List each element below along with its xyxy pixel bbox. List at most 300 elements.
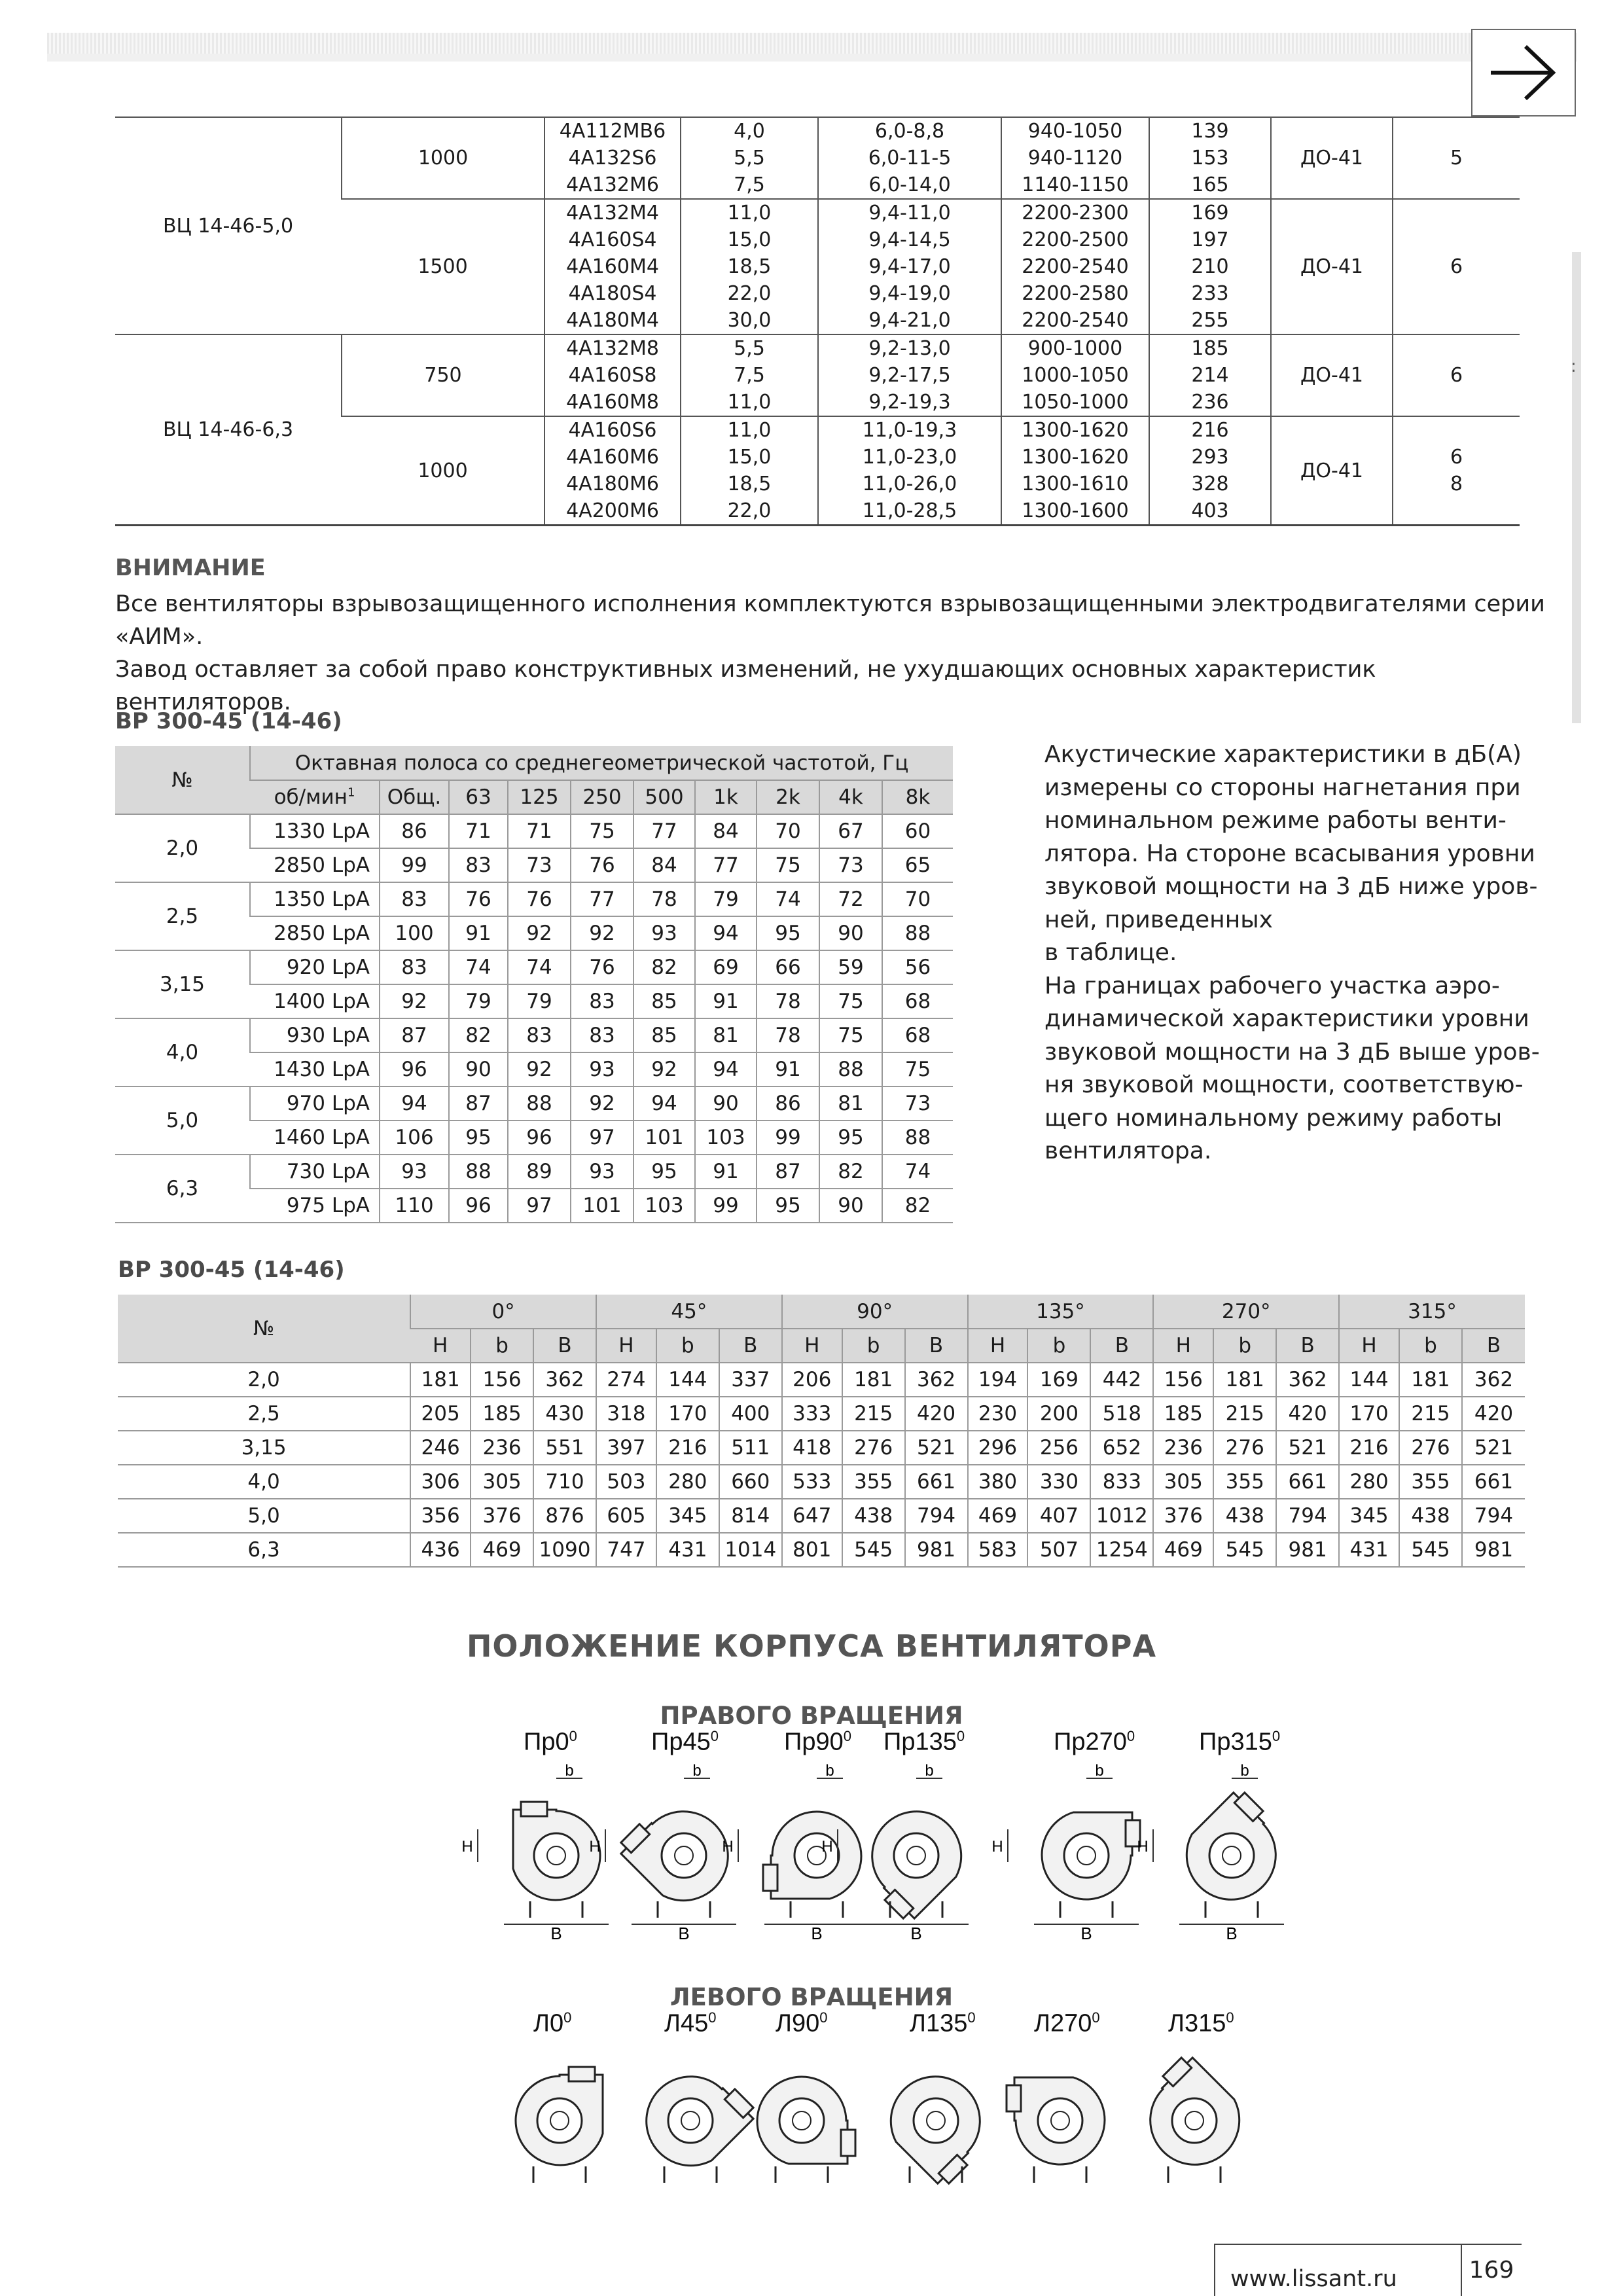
table-cell: 801	[782, 1533, 842, 1567]
table-cell: 79	[695, 882, 757, 916]
sub-header: B	[1276, 1329, 1339, 1363]
dim-H-label: H	[821, 1838, 833, 1856]
degree-mark: 0	[956, 1728, 965, 1744]
table-cell: 170	[656, 1397, 719, 1431]
positions-title: ПОЛОЖЕНИЕ КОРПУСА ВЕНТИЛЯТОРА	[466, 1628, 1157, 1664]
sub-header: B	[719, 1329, 782, 1363]
table-cell: 362	[533, 1363, 596, 1397]
table-cell: 376	[1153, 1499, 1213, 1533]
table-cell: 362	[1462, 1363, 1525, 1397]
table-cell: 95	[819, 1121, 882, 1155]
table-cell: 81	[819, 1086, 882, 1121]
table-cell: 74	[508, 950, 571, 984]
dim-H-label: H	[991, 1838, 1003, 1856]
hub	[550, 2111, 569, 2130]
table-cell: 194	[968, 1363, 1028, 1397]
left-fan-label-text: Л45	[664, 2009, 709, 2037]
table-cell: 79	[508, 984, 571, 1018]
table-cell: 533	[782, 1465, 842, 1499]
table-cell: 356	[410, 1499, 471, 1533]
footnote-mark: 1	[347, 785, 355, 800]
mass-value: 214	[1191, 364, 1229, 387]
table-cell: 100	[380, 916, 449, 950]
pressure-value: 1000-1050	[1022, 364, 1129, 387]
table-cell: 661	[905, 1465, 968, 1499]
mass-value: 403	[1191, 499, 1229, 522]
pressure-value: 940-1050	[1027, 120, 1123, 143]
acoustic-description	[1044, 738, 1542, 1168]
table-row	[115, 1018, 953, 1052]
mass-value: 255	[1191, 309, 1229, 332]
sub-header: H	[782, 1329, 842, 1363]
dim-B-label: B	[1226, 1924, 1238, 1943]
table-cell: 99	[757, 1121, 819, 1155]
vibro-cell: ДО-41	[1271, 334, 1393, 416]
table-cell: 276	[842, 1431, 905, 1465]
degree-mark: 0	[819, 2009, 828, 2026]
right-fan-label	[651, 1728, 719, 1757]
pressure-value: 2200-2300	[1022, 202, 1129, 224]
top-band	[47, 33, 1577, 54]
arrow-right-icon	[1488, 43, 1560, 102]
table-cell: 68	[882, 1018, 953, 1052]
table-cell: 296	[968, 1431, 1028, 1465]
flow-value: 6,0-11-5	[868, 147, 952, 170]
motors-value: 4А180S4	[568, 282, 657, 305]
table-cell: 67	[819, 814, 882, 848]
acoustic-table	[115, 746, 953, 1223]
table-cell: 82	[882, 1189, 953, 1223]
vibro-cell: ДО-41	[1271, 416, 1393, 526]
table-cell: 92	[571, 916, 633, 950]
speed-cell: 1500	[342, 199, 544, 334]
table-cell: 276	[1213, 1431, 1276, 1465]
table-cell: 442	[1090, 1363, 1153, 1397]
acoustic-line: измерены со стороны нагнетания при	[1044, 774, 1521, 801]
table-cell: 95	[449, 1121, 508, 1155]
sub-header: b	[1399, 1329, 1462, 1363]
column-header: 4k	[819, 780, 882, 814]
table-cell: 274	[596, 1363, 656, 1397]
table-cell: 85	[633, 1018, 695, 1052]
table-cell: 56	[882, 950, 953, 984]
flow-value: 9,4-17,0	[868, 255, 951, 278]
table-cell: 76	[571, 848, 633, 882]
table-cell: 75	[757, 848, 819, 882]
table-cell: 83	[449, 848, 508, 882]
motors-cell	[544, 117, 681, 199]
table-cell: 730 LpA	[250, 1155, 380, 1189]
table-cell: 1330 LpA	[250, 814, 380, 848]
acoustic-line: в таблице.	[1044, 939, 1177, 966]
table-cell: 551	[533, 1431, 596, 1465]
table-cell: 84	[695, 814, 757, 848]
table-cell: 88	[819, 1052, 882, 1086]
pressure-value: 1300-1620	[1022, 446, 1129, 469]
table-cell: 583	[968, 1533, 1028, 1567]
table-cell: 144	[1339, 1363, 1399, 1397]
pressure-value: 1050-1000	[1022, 391, 1129, 414]
table-row	[118, 1431, 1525, 1465]
right-fan-label	[1199, 1728, 1280, 1757]
right-fan-label-text: Пр0	[524, 1728, 569, 1756]
table-cell: 511	[719, 1431, 782, 1465]
right-fan-diagram	[1133, 1762, 1330, 1943]
acoustic-line: На границах рабочего участка аэро-	[1044, 972, 1500, 999]
table-cell: 521	[1276, 1431, 1339, 1465]
column-header: 63	[449, 780, 508, 814]
table-cell: 518	[1090, 1397, 1153, 1431]
motors-value: 4А160S4	[568, 228, 657, 251]
table-cell: 82	[633, 950, 695, 984]
table-row	[115, 117, 1520, 199]
fan-body	[516, 2067, 603, 2165]
table-cell: 1350 LpA	[250, 882, 380, 916]
table-cell: 1012	[1090, 1499, 1153, 1533]
power-value: 22,0	[727, 499, 772, 522]
hub	[1077, 1846, 1096, 1865]
table-cell: 438	[842, 1499, 905, 1533]
site-url[interactable]: www.lissant.ru	[1230, 2266, 1397, 2292]
column-header: 125	[508, 780, 571, 814]
hub	[1051, 2111, 1069, 2130]
motors-cell	[544, 416, 681, 526]
table-cell: 652	[1090, 1431, 1153, 1465]
dim-b-label: b	[825, 1762, 834, 1780]
table-cell: 82	[819, 1155, 882, 1189]
count-cell	[1393, 416, 1520, 526]
fan-model: ВЦ 14-46-6,3	[115, 334, 342, 526]
table-cell: 215	[1213, 1397, 1276, 1431]
flow-value: 9,4-19,0	[868, 282, 951, 305]
table-cell: 96	[380, 1052, 449, 1086]
table-cell: 68	[882, 984, 953, 1018]
sub-header: H	[1339, 1329, 1399, 1363]
acoustic-line: Акустические характеристики в дБ(А)	[1044, 741, 1522, 768]
pressure-value: 940-1120	[1027, 147, 1123, 170]
dim-H-label: H	[1137, 1838, 1149, 1856]
right-fan-label	[1054, 1728, 1135, 1757]
table-cell: 794	[1462, 1499, 1525, 1533]
table-cell: 69	[695, 950, 757, 984]
angle-header: 270°	[1153, 1295, 1339, 1329]
right-fan-label-text: Пр135	[883, 1728, 957, 1756]
table-cell: 181	[842, 1363, 905, 1397]
power-cell	[681, 334, 818, 416]
table-cell: 91	[695, 1155, 757, 1189]
degree-mark: 0	[710, 1728, 719, 1744]
table-row	[118, 1363, 1525, 1397]
flow-value: 11,0-26,0	[862, 473, 957, 495]
table-cell: 144	[656, 1363, 719, 1397]
table-cell: 400	[719, 1397, 782, 1431]
angle-header: 0°	[410, 1295, 596, 1329]
table-cell: 469	[471, 1533, 533, 1567]
right-fan-label	[524, 1728, 577, 1757]
power-cell	[681, 199, 818, 334]
table-cell: 420	[905, 1397, 968, 1431]
sub-header: H	[410, 1329, 471, 1363]
table-cell: 94	[380, 1086, 449, 1121]
degree-mark: 0	[967, 2009, 976, 2026]
table-cell: 90	[695, 1086, 757, 1121]
table-cell: 90	[819, 1189, 882, 1223]
speed-cell: 1000	[342, 117, 544, 199]
outlet	[521, 1802, 547, 1816]
power-value: 7,5	[734, 364, 765, 387]
pressure-cell	[1001, 199, 1149, 334]
table-cell: 431	[1339, 1533, 1399, 1567]
table-cell: 76	[449, 882, 508, 916]
table-cell: 206	[782, 1363, 842, 1397]
mass-value: 139	[1191, 120, 1229, 143]
fan-number: 6,3	[115, 1155, 250, 1223]
table-cell: 96	[508, 1121, 571, 1155]
fan-number: 6,3	[118, 1533, 410, 1567]
sub-header: B	[1090, 1329, 1153, 1363]
flow-value: 9,2-17,5	[868, 364, 951, 387]
left-fan-label	[664, 2009, 716, 2038]
pressure-value: 1300-1620	[1022, 419, 1129, 442]
fan-model: ВЦ 14-46-5,0	[115, 117, 342, 334]
table-cell: 92	[380, 984, 449, 1018]
flow-value: 9,4-11,0	[868, 202, 951, 224]
power-value: 11,0	[727, 391, 772, 414]
mass-value: 185	[1191, 337, 1229, 360]
table-cell: 66	[757, 950, 819, 984]
table-cell: 330	[1027, 1465, 1090, 1499]
table-cell: 794	[1276, 1499, 1339, 1533]
table-cell: 2850 LpA	[250, 848, 380, 882]
table-cell: 215	[1399, 1397, 1462, 1431]
table-cell: 96	[449, 1189, 508, 1223]
table-row	[115, 1155, 953, 1189]
table-cell: 93	[633, 916, 695, 950]
table-cell: 545	[842, 1533, 905, 1567]
angle-header: 135°	[968, 1295, 1154, 1329]
count-value: 5	[1450, 147, 1463, 170]
fan-body	[847, 1793, 978, 1924]
table-cell: 407	[1027, 1499, 1090, 1533]
degree-mark: 0	[569, 1728, 577, 1744]
fan-number: 2,0	[118, 1363, 410, 1397]
table-cell: 97	[508, 1189, 571, 1223]
table-cell: 94	[633, 1086, 695, 1121]
angle-header: 90°	[782, 1295, 968, 1329]
table-cell: 156	[1153, 1363, 1213, 1397]
fan-number: 2,5	[115, 882, 250, 950]
table-cell: 88	[882, 916, 953, 950]
column-header: Общ.	[380, 780, 449, 814]
table-cell: 59	[819, 950, 882, 984]
table-cell: 420	[1276, 1397, 1339, 1431]
degree-mark: 0	[563, 2009, 572, 2026]
table-cell: 75	[819, 1018, 882, 1052]
flow-cell	[818, 334, 1001, 416]
power-cell	[681, 117, 818, 199]
table-cell: 661	[1462, 1465, 1525, 1499]
table-cell: 920 LpA	[250, 950, 380, 984]
table3-title: ВР 300-45 (14-46)	[118, 1257, 345, 1283]
flow-value: 6,0-14,0	[868, 173, 951, 196]
table-row	[115, 814, 953, 848]
acoustic-line: вентилятора.	[1044, 1138, 1212, 1164]
table-cell: 2850 LpA	[250, 916, 380, 950]
mass-value: 293	[1191, 446, 1229, 469]
table-cell: 84	[633, 848, 695, 882]
table-cell: 83	[380, 882, 449, 916]
sub-header: H	[1153, 1329, 1213, 1363]
angle-header: 45°	[596, 1295, 782, 1329]
table-cell: 97	[571, 1121, 633, 1155]
table-cell: 306	[410, 1465, 471, 1499]
degree-mark: 0	[1272, 1728, 1281, 1744]
mass-value: 216	[1191, 419, 1229, 442]
table-cell: 256	[1027, 1431, 1090, 1465]
flow-cell	[818, 416, 1001, 526]
table-cell: 85	[633, 984, 695, 1018]
flow-value: 9,4-14,5	[868, 228, 951, 251]
table-cell: 78	[757, 984, 819, 1018]
table-cell: 181	[1399, 1363, 1462, 1397]
acoustic-line: динамической характеристики уровни	[1044, 1005, 1529, 1032]
outlet	[1007, 2085, 1021, 2111]
vibro-cell: ДО-41	[1271, 117, 1393, 199]
table-cell: 90	[819, 916, 882, 950]
table-row	[115, 950, 953, 984]
table-cell: 78	[633, 882, 695, 916]
pressure-value: 2200-2500	[1022, 228, 1129, 251]
table-cell: 747	[596, 1533, 656, 1567]
sub-header: b	[656, 1329, 719, 1363]
motors-value: 4А132М8	[566, 337, 659, 360]
mass-cell	[1149, 199, 1271, 334]
fan-number: 4,0	[118, 1465, 410, 1499]
table-row	[118, 1533, 1525, 1567]
table-row	[118, 1499, 1525, 1533]
count-value: 6	[1450, 364, 1463, 387]
table-cell: 75	[882, 1052, 953, 1086]
dim-b-label: b	[565, 1762, 574, 1780]
count-cell	[1393, 117, 1520, 199]
table-cell: 81	[695, 1018, 757, 1052]
table-cell: 95	[757, 916, 819, 950]
fan-number: 3,15	[118, 1431, 410, 1465]
dim-H-label: H	[722, 1838, 734, 1856]
table-cell: 88	[449, 1155, 508, 1189]
table-cell: 605	[596, 1499, 656, 1533]
table-cell: 76	[508, 882, 571, 916]
left-fan-label-text: Л0	[533, 2009, 564, 2037]
fan-number: 4,0	[115, 1018, 250, 1086]
sub-header: b	[1027, 1329, 1090, 1363]
mass-value: 236	[1191, 391, 1229, 414]
table-cell: 73	[819, 848, 882, 882]
table-cell: 95	[633, 1155, 695, 1189]
dim-B-label: B	[550, 1924, 562, 1943]
table-cell: 1254	[1090, 1533, 1153, 1567]
mass-value: 233	[1191, 282, 1229, 305]
dimension-table	[118, 1295, 1525, 1568]
flow-value: 9,2-13,0	[868, 337, 951, 360]
table-cell: 438	[1213, 1499, 1276, 1533]
table-cell: 93	[571, 1155, 633, 1189]
table-cell: 280	[1339, 1465, 1399, 1499]
next-page-button[interactable]	[1471, 29, 1576, 117]
table-row	[115, 1086, 953, 1121]
dim-b-label: b	[1095, 1762, 1104, 1780]
column-header: 1k	[695, 780, 757, 814]
table-cell: 200	[1027, 1397, 1090, 1431]
table-cell: 92	[508, 916, 571, 950]
table-cell: 90	[449, 1052, 508, 1086]
table-cell: 86	[380, 814, 449, 848]
left-fan-diagram	[1096, 2036, 1293, 2206]
vibro-cell: ДО-41	[1271, 199, 1393, 334]
table-cell: 794	[905, 1499, 968, 1533]
pressure-value: 1300-1600	[1022, 499, 1129, 522]
table-cell: 74	[882, 1155, 953, 1189]
table-cell: 92	[571, 1086, 633, 1121]
table-cell: 110	[380, 1189, 449, 1223]
motors-value: 4А132М6	[566, 173, 659, 196]
table-row	[118, 1465, 1525, 1499]
table-cell: 280	[656, 1465, 719, 1499]
left-fan-label	[776, 2009, 827, 2038]
power-value: 22,0	[727, 282, 772, 305]
right-rotation-title: ПРАВОГО ВРАЩЕНИЯ	[660, 1702, 963, 1730]
motors-value: 4А160М4	[566, 255, 659, 278]
table-cell: 103	[695, 1121, 757, 1155]
table-cell: 469	[968, 1499, 1028, 1533]
table-cell: 216	[1339, 1431, 1399, 1465]
fan-number: 2,0	[115, 814, 250, 882]
table-cell: 355	[1399, 1465, 1462, 1499]
table-cell: 215	[842, 1397, 905, 1431]
column-header: 2k	[757, 780, 819, 814]
table-cell: 74	[449, 950, 508, 984]
power-value: 11,0	[727, 419, 772, 442]
table-cell: 545	[1213, 1533, 1276, 1567]
table-cell: 71	[508, 814, 571, 848]
sub-header: H	[968, 1329, 1028, 1363]
band-header: Октавная полоса со среднегеометрической частотой, Гц	[250, 746, 953, 780]
table-cell: 71	[449, 814, 508, 848]
table-cell: 647	[782, 1499, 842, 1533]
column-header: 250	[571, 780, 633, 814]
right-fan-label-text: Пр315	[1199, 1728, 1272, 1756]
table-cell: 87	[380, 1018, 449, 1052]
motors-value: 4А200М6	[566, 499, 659, 522]
pressure-value: 2200-2540	[1022, 255, 1129, 278]
table-cell: 83	[508, 1018, 571, 1052]
pressure-value: 1300-1610	[1022, 473, 1129, 495]
acoustic-line: щего номинальному режиму работы	[1044, 1104, 1503, 1132]
count-cell	[1393, 199, 1520, 334]
table-cell: 1460 LpA	[250, 1121, 380, 1155]
table-cell: 981	[1462, 1533, 1525, 1567]
side-marker: :	[1571, 357, 1577, 376]
pressure-cell	[1001, 117, 1149, 199]
table-cell: 438	[1399, 1499, 1462, 1533]
motors-cell	[544, 199, 681, 334]
table-cell: 975 LpA	[250, 1189, 380, 1223]
column-header: 500	[633, 780, 695, 814]
page-number: 169	[1461, 2244, 1521, 2296]
table-cell: 521	[1462, 1431, 1525, 1465]
mass-cell	[1149, 334, 1271, 416]
table-cell: 185	[471, 1397, 533, 1431]
